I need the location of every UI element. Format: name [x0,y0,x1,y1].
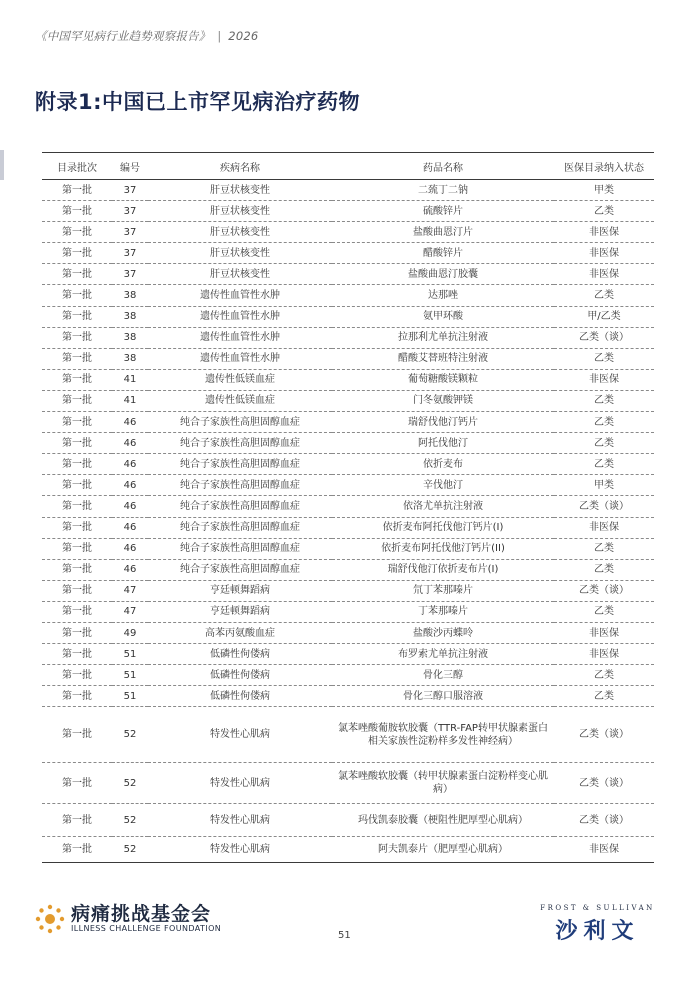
cell-insurance-status: 乙类 [554,348,654,369]
cell-disease: 遗传性血管性水肿 [148,327,332,348]
cell-drug: 玛伐凯泰胶囊（梗阻性肥厚型心肌病） [332,804,554,837]
cell-batch: 第一批 [42,475,112,496]
page-title: 附录1:中国已上市罕见病治疗药物 [35,90,361,114]
header-separator: | [217,29,222,43]
table-row [42,285,654,306]
cell-number: 47 [112,601,148,622]
cell-disease: 纯合子家族性高胆固醇血症 [148,475,332,496]
cell-disease: 纯合子家族性高胆固醇血症 [148,433,332,454]
cell-drug: 氨甲环酸 [332,306,554,327]
cell-insurance-status: 乙类 [554,601,654,622]
page-number: 51 [338,930,351,941]
cell-drug: 醋酸艾替班特注射液 [332,348,554,369]
frost-sullivan-logo [535,904,660,945]
column-header-batch: 目录批次 [42,153,112,180]
foundation-logo-icon [35,904,65,934]
cell-disease: 亨廷顿舞蹈病 [148,580,332,601]
cell-number: 38 [112,327,148,348]
table-row [42,369,654,390]
cell-batch: 第一批 [42,285,112,306]
cell-disease: 纯合子家族性高胆固醇血症 [148,496,332,517]
table-row [42,538,654,559]
cell-drug: 门冬氨酸钾镁 [332,390,554,411]
cell-disease: 低磷性佝偻病 [148,665,332,686]
cell-disease: 特发性心肌病 [148,707,332,763]
cell-number: 46 [112,496,148,517]
table-row [42,707,654,763]
cell-drug: 盐酸曲恩汀胶囊 [332,264,554,285]
cell-insurance-status: 非医保 [554,264,654,285]
cell-batch: 第一批 [42,622,112,643]
side-marker [0,150,4,180]
cell-number: 52 [112,837,148,863]
cell-insurance-status: 非医保 [554,369,654,390]
cell-insurance-status: 非医保 [554,517,654,538]
cell-disease: 纯合子家族性高胆固醇血症 [148,538,332,559]
cell-batch: 第一批 [42,348,112,369]
cell-drug: 阿托伐他汀 [332,433,554,454]
cell-drug: 依折麦布 [332,454,554,475]
table-row [42,601,654,622]
cell-batch: 第一批 [42,454,112,475]
cell-number: 37 [112,243,148,264]
cell-batch: 第一批 [42,327,112,348]
foundation-name-cn: 病痛挑战基金会 [71,903,212,925]
report-year: 2026 [228,29,259,43]
cell-number: 37 [112,180,148,201]
cell-drug: 阿夫凯泰片（肥厚型心肌病） [332,837,554,863]
foundation-name-en: ILLNESS CHALLENGE FOUNDATION [71,924,222,933]
cell-number: 51 [112,665,148,686]
cell-disease: 遗传性血管性水肿 [148,348,332,369]
cell-number: 46 [112,517,148,538]
cell-insurance-status: 乙类 [554,412,654,433]
table-row [42,201,654,222]
table-row [42,390,654,411]
cell-drug: 骨化三醇 [332,665,554,686]
cell-drug: 拉那利尤单抗注射液 [332,327,554,348]
cell-insurance-status: 乙类 [554,201,654,222]
cell-number: 52 [112,804,148,837]
table-row [42,665,654,686]
cell-disease: 纯合子家族性高胆固醇血症 [148,454,332,475]
cell-disease: 纯合子家族性高胆固醇血症 [148,517,332,538]
cell-insurance-status: 甲类 [554,475,654,496]
table-row [42,559,654,580]
table-row [42,622,654,643]
cell-drug: 依折麦布阿托伐他汀钙片(I) [332,517,554,538]
cell-batch: 第一批 [42,837,112,863]
cell-batch: 第一批 [42,559,112,580]
cell-drug: 依洛尤单抗注射液 [332,496,554,517]
cell-disease: 遗传性低镁血症 [148,369,332,390]
table-row [42,412,654,433]
cell-number: 46 [112,433,148,454]
cell-number: 52 [112,763,148,804]
cell-disease: 纯合子家族性高胆固醇血症 [148,559,332,580]
table-row [42,180,654,201]
cell-number: 49 [112,622,148,643]
cell-disease: 特发性心肌病 [148,804,332,837]
drug-table-container [42,152,654,863]
cell-disease: 肝豆状核变性 [148,264,332,285]
drug-table [42,152,654,863]
cell-drug: 骨化三醇口服溶液 [332,686,554,707]
cell-number: 51 [112,644,148,665]
column-header-number: 编号 [112,153,148,180]
column-header-drug: 药品名称 [332,153,554,180]
cell-insurance-status: 乙类（谈） [554,707,654,763]
cell-drug: 氘丁苯那嗪片 [332,580,554,601]
table-row [42,306,654,327]
cell-batch: 第一批 [42,180,112,201]
table-row [42,580,654,601]
cell-drug: 达那唑 [332,285,554,306]
table-row [42,475,654,496]
cell-drug: 盐酸沙丙蝶呤 [332,622,554,643]
cell-insurance-status: 乙类（谈） [554,496,654,517]
cell-number: 37 [112,264,148,285]
cell-drug: 盐酸曲恩汀片 [332,222,554,243]
table-body [42,180,654,863]
cell-number: 46 [112,475,148,496]
cell-batch: 第一批 [42,804,112,837]
cell-number: 38 [112,306,148,327]
report-title: 《中国罕见病行业趋势观察报告》 [35,29,211,43]
table-row [42,804,654,837]
table-row [42,433,654,454]
cell-disease: 肝豆状核变性 [148,222,332,243]
cell-drug: 葡萄糖酸镁颗粒 [332,369,554,390]
cell-batch: 第一批 [42,496,112,517]
cell-insurance-status: 乙类 [554,665,654,686]
cell-drug: 二巯丁二钠 [332,180,554,201]
cell-number: 41 [112,390,148,411]
cell-batch: 第一批 [42,201,112,222]
cell-number: 46 [112,538,148,559]
cell-batch: 第一批 [42,665,112,686]
cell-disease: 遗传性血管性水肿 [148,285,332,306]
cell-insurance-status: 乙类（谈） [554,763,654,804]
cell-batch: 第一批 [42,707,112,763]
foundation-logo [35,904,221,934]
cell-drug: 瑞舒伐他汀钙片 [332,412,554,433]
cell-number: 38 [112,348,148,369]
table-row [42,222,654,243]
cell-batch: 第一批 [42,264,112,285]
cell-number: 46 [112,412,148,433]
cell-batch: 第一批 [42,433,112,454]
frost-sullivan-name-en: FROST & SULLIVAN [540,904,655,912]
cell-insurance-status: 非医保 [554,243,654,264]
cell-drug: 氯苯唑酸软胶囊（转甲状腺素蛋白淀粉样变心肌病） [332,763,554,804]
cell-drug: 瑞舒伐他汀依折麦布片(I) [332,559,554,580]
cell-batch: 第一批 [42,580,112,601]
cell-insurance-status: 乙类 [554,454,654,475]
cell-drug: 氯苯唑酸葡胺软胶囊（TTR-FAP转甲状腺素蛋白相关家族性淀粉样多发性神经病） [332,707,554,763]
cell-insurance-status: 乙类 [554,285,654,306]
cell-insurance-status: 乙类 [554,433,654,454]
cell-number: 41 [112,369,148,390]
cell-batch: 第一批 [42,243,112,264]
cell-number: 38 [112,285,148,306]
cell-disease: 肝豆状核变性 [148,243,332,264]
table-row [42,837,654,863]
table-row [42,454,654,475]
cell-number: 37 [112,201,148,222]
table-row [42,348,654,369]
cell-insurance-status: 乙类 [554,538,654,559]
cell-drug: 辛伐他汀 [332,475,554,496]
cell-batch: 第一批 [42,369,112,390]
cell-disease: 低磷性佝偻病 [148,644,332,665]
table-row [42,243,654,264]
cell-drug: 布罗索尤单抗注射液 [332,644,554,665]
table-row [42,686,654,707]
cell-drug: 醋酸锌片 [332,243,554,264]
cell-drug: 依折麦布阿托伐他汀钙片(II) [332,538,554,559]
cell-disease: 特发性心肌病 [148,763,332,804]
cell-drug: 丁苯那嗪片 [332,601,554,622]
column-header-disease: 疾病名称 [148,153,332,180]
cell-batch: 第一批 [42,517,112,538]
table-row [42,644,654,665]
column-header-insurance-status: 医保目录纳入状态 [554,153,654,180]
table-row [42,264,654,285]
table-row [42,496,654,517]
cell-batch: 第一批 [42,644,112,665]
cell-batch: 第一批 [42,222,112,243]
cell-disease: 亨廷顿舞蹈病 [148,601,332,622]
cell-disease: 特发性心肌病 [148,837,332,863]
table-row [42,763,654,804]
cell-disease: 遗传性血管性水肿 [148,306,332,327]
cell-batch: 第一批 [42,686,112,707]
cell-batch: 第一批 [42,412,112,433]
cell-number: 46 [112,454,148,475]
cell-insurance-status: 非医保 [554,222,654,243]
cell-insurance-status: 乙类 [554,390,654,411]
cell-disease: 纯合子家族性高胆固醇血症 [148,412,332,433]
table-header-row [42,153,654,180]
cell-batch: 第一批 [42,763,112,804]
cell-disease: 低磷性佝偻病 [148,686,332,707]
table-row [42,327,654,348]
cell-batch: 第一批 [42,306,112,327]
cell-insurance-status: 甲类 [554,180,654,201]
cell-number: 51 [112,686,148,707]
cell-insurance-status: 乙类（谈） [554,804,654,837]
cell-disease: 遗传性低镁血症 [148,390,332,411]
cell-insurance-status: 乙类（谈） [554,580,654,601]
cell-number: 46 [112,559,148,580]
cell-batch: 第一批 [42,601,112,622]
cell-batch: 第一批 [42,538,112,559]
cell-insurance-status: 乙类 [554,559,654,580]
cell-insurance-status: 非医保 [554,622,654,643]
table-row [42,517,654,538]
cell-insurance-status: 甲/乙类 [554,306,654,327]
report-header [35,28,258,44]
cell-insurance-status: 非医保 [554,644,654,665]
cell-disease: 肝豆状核变性 [148,180,332,201]
cell-insurance-status: 乙类 [554,686,654,707]
cell-insurance-status: 非医保 [554,837,654,863]
cell-drug: 硫酸锌片 [332,201,554,222]
frost-sullivan-name-cn: 沙利文 [555,919,640,944]
cell-number: 37 [112,222,148,243]
cell-batch: 第一批 [42,390,112,411]
cell-insurance-status: 乙类（谈） [554,327,654,348]
cell-disease: 肝豆状核变性 [148,201,332,222]
cell-disease: 高苯丙氨酸血症 [148,622,332,643]
cell-number: 47 [112,580,148,601]
cell-number: 52 [112,707,148,763]
